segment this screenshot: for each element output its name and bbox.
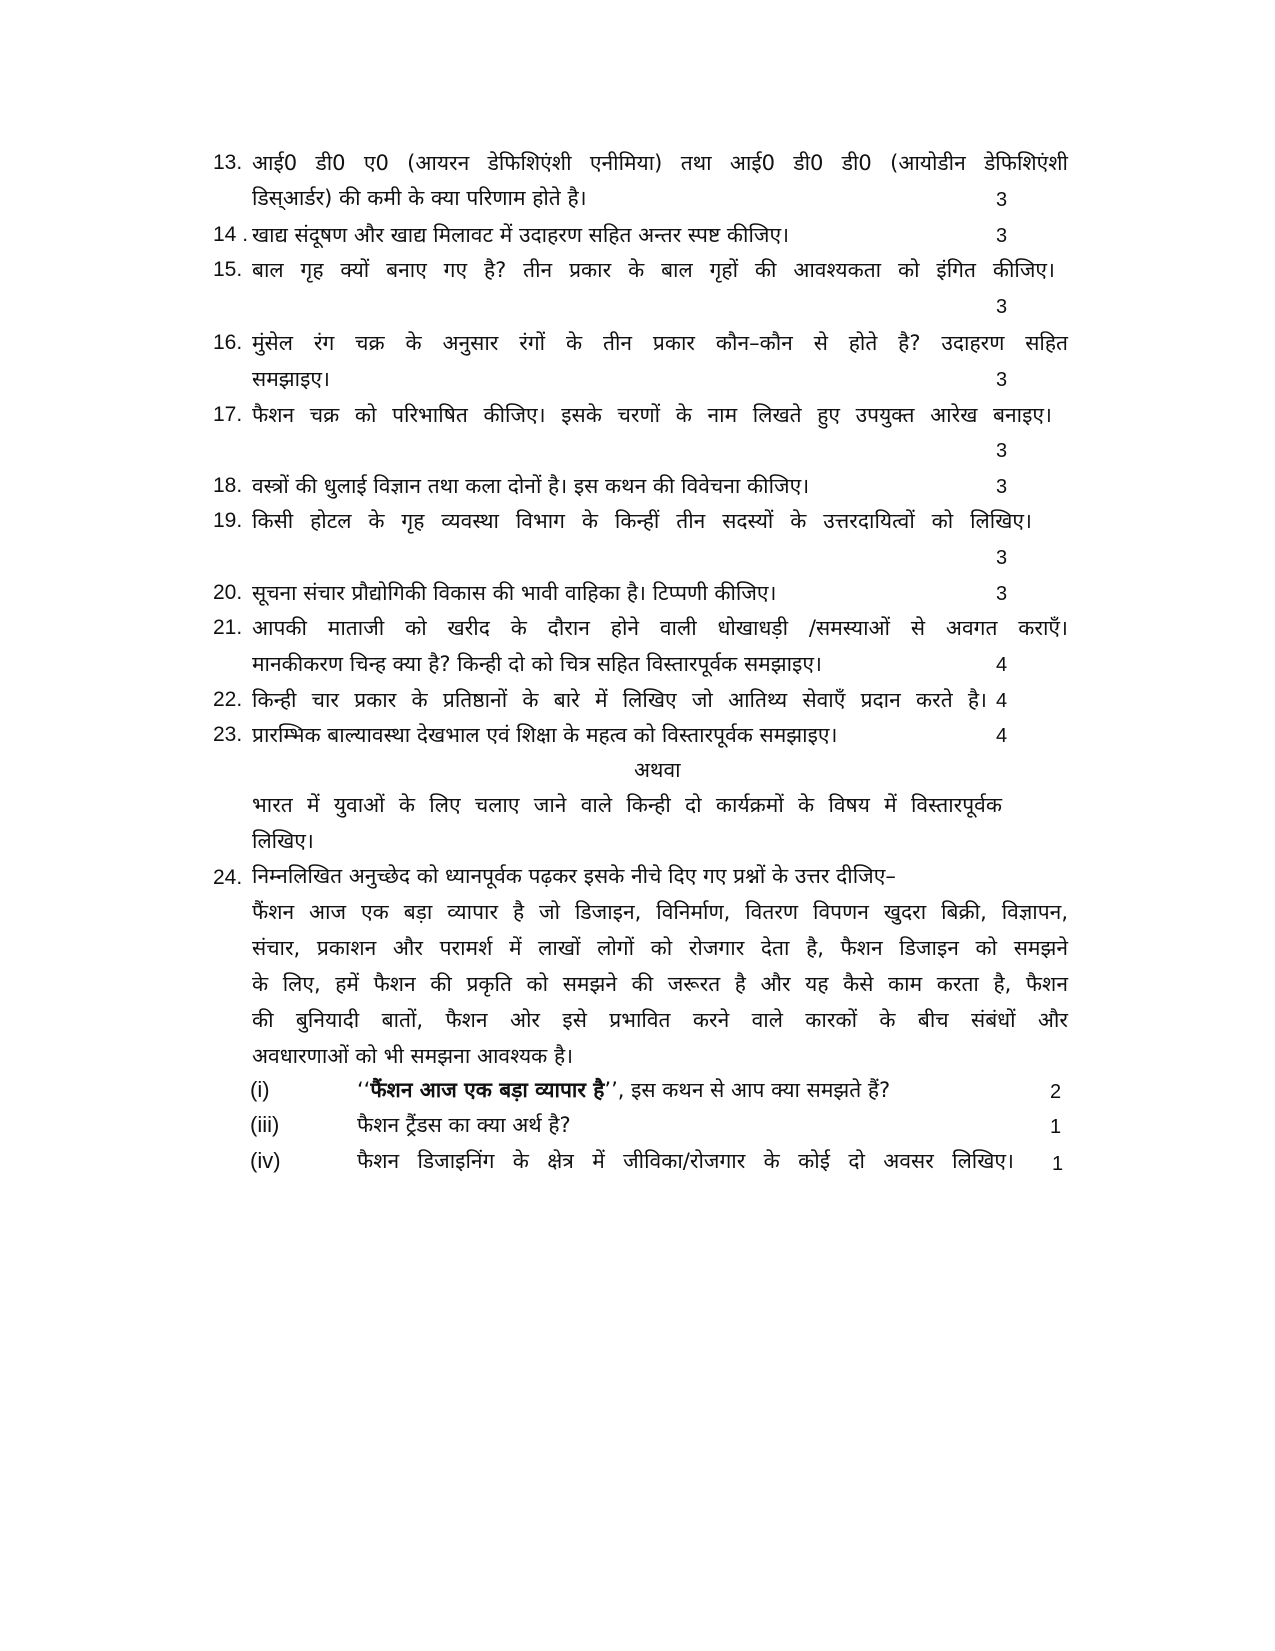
q24-passage-line: की बुनियादी बातों, फैशन ओर इसे प्रभावित करने वाले कारकों के बीच संबंधों और [252,1008,1068,1032]
q22-text: किन्ही चार प्रकार के प्रतिष्ठानों के बारे में लिखिए जो आतिथ्य सेवाएँ प्रदान करते है। [252,688,987,712]
q13-number: 13. [213,151,243,174]
q20-text: सूचना संचार प्रौद्योगिकी विकास की भावी वाहिका है। टिप्पणी कीजिए। [252,581,777,605]
q18-marks: 3 [996,476,1008,498]
q24-sub-i-label: (i) [250,1077,270,1102]
q21-marks: 4 [996,654,1008,676]
q16-text-line2: समझाइए। [252,367,330,391]
q24-sub-i-marks: 2 [1050,1081,1062,1103]
q23-alt-line1: भारत में युवाओं के लिए चलाए जाने वाले किन्ही दो कार्यक्रमों के विषय में विस्तारपूर्वक [252,793,1002,817]
q22-number: 22. [213,688,243,711]
q24-sub-iv-marks: 1 [1052,1153,1064,1175]
q23-marks: 4 [996,725,1008,747]
q19-number: 19. [213,509,243,532]
q24-sub-i-rest: ’’, इस कथन से आप क्या समझते हैं? [604,1078,891,1102]
q24-sub-i-open-quote: ‘‘ [357,1078,371,1102]
q15-number: 15. [213,258,243,281]
q14-marks: 3 [996,225,1008,247]
q15-marks: 3 [996,296,1008,318]
q24-sub-iii-marks: 1 [1050,1116,1062,1138]
q13-text-line2: डिस्आर्डर) की कमी के क्या परिणाम होते है। [252,186,587,210]
q24-passage-line: संचार, प्रकाशन और परामर्श में लाखों लोगों को रोजगार देता है, फैशन डिजाइन को समझने [252,936,1068,960]
q18-number: 18. [213,474,243,497]
q14-number: 14 . [213,223,249,246]
q16-text-line1: मुंसेल रंग चक्र के अनुसार रंगों के तीन प्रकार कौन–कौन से होते है? उदाहरण सहित [252,331,1068,355]
q24-sub-iii-label: (iii) [250,1112,280,1137]
q23-number: 23. [213,723,243,746]
q17-text: फैशन चक्र को परिभाषित कीजिए। इसके चरणों के नाम लिखते हुए उपयुक्त आरेख बनाइए। [252,403,1052,427]
q24-passage-line: फैंशन आज एक बड़ा व्यापार है जो डिजाइन, विनिर्माण, वितरण विपणन खुदरा बिक्री, विज्ञापन, [252,900,1068,924]
q21-number: 21. [213,616,243,639]
q24-sub-iii-text: फैशन ट्रैंडस का क्या अर्थ है? [357,1113,571,1137]
q24-passage-line: अवधारणाओं को भी समझना आवश्यक है। [252,1044,574,1068]
q24-sub-i-text [357,1076,890,1104]
q18-text: वस्त्रों की धुलाई विज्ञान तथा कला दोनों है। इस कथन की विवेचना कीजिए। [252,474,810,498]
q23-text: प्रारम्भिक बाल्यावस्था देखभाल एवं शिक्षा के महत्व को विस्तारपूर्वक समझाइए। [252,723,838,747]
q19-text: किसी होटल के गृह व्यवस्था विभाग के किन्हीं तीन सदस्यों के उत्तरदायित्वों को लिखिए। [252,509,1032,533]
q24-sub-i-bold-text: फैंशन आज एक बड़ा व्यापार है [370,1078,605,1102]
q24-sub-iv-text: फैशन डिजाइनिंग के क्षेत्र में जीविका/रोजगार के कोई दो अवसर लिखिए। [357,1149,1014,1173]
q14-text: खाद्य संदूषण और खाद्य मिलावट में उदाहरण सहित अन्तर स्पष्ट कीजिए। [252,223,790,247]
q24-passage-line: के लिए, हमें फैशन की प्रकृति को समझने की जरूरत है और यह कैसे काम करता है, फैशन [252,972,1068,996]
q16-number: 16. [213,331,243,354]
q17-number: 17. [213,403,243,426]
q24-instruction: निम्नलिखित अनुच्छेद को ध्यानपूर्वक पढ़कर इसके नीचे दिए गए प्रश्नों के उत्तर दीजिए– [252,864,896,888]
q24-sub-iv-label: (iv) [250,1148,281,1173]
q23-alt-line2: लिखिए। [252,829,314,853]
q16-marks: 3 [996,369,1008,391]
q13-text-line1: आई0 डी0 ए0 (आयरन डेफिशिएंशी एनीमिया) तथा आई0 डी0 डी0 (आयोडीन डेफिशिएंशी [252,151,1068,175]
q15-text: बाल गृह क्यों बनाए गए है? तीन प्रकार के बाल गृहों की आवश्यकता को इंगित कीजिए। [252,258,1055,282]
q19-marks: 3 [996,547,1008,569]
q22-marks: 4 [996,690,1008,712]
q20-number: 20. [213,581,243,604]
q20-marks: 3 [996,583,1008,605]
q23-or-label: अथवा [634,758,681,782]
q17-marks: 3 [996,440,1008,462]
q24-number: 24. [213,866,243,889]
q21-text-line1: आपकी माताजी को खरीद के दौरान होने वाली धोखाधड़ी /समस्याओं से अवगत कराएँ। [252,616,1068,640]
q21-text-line2: मानकीकरण चिन्ह क्या है? किन्ही दो को चित्र सहित विस्तारपूर्वक समझाइए। [252,652,822,676]
q13-marks: 3 [996,189,1008,211]
